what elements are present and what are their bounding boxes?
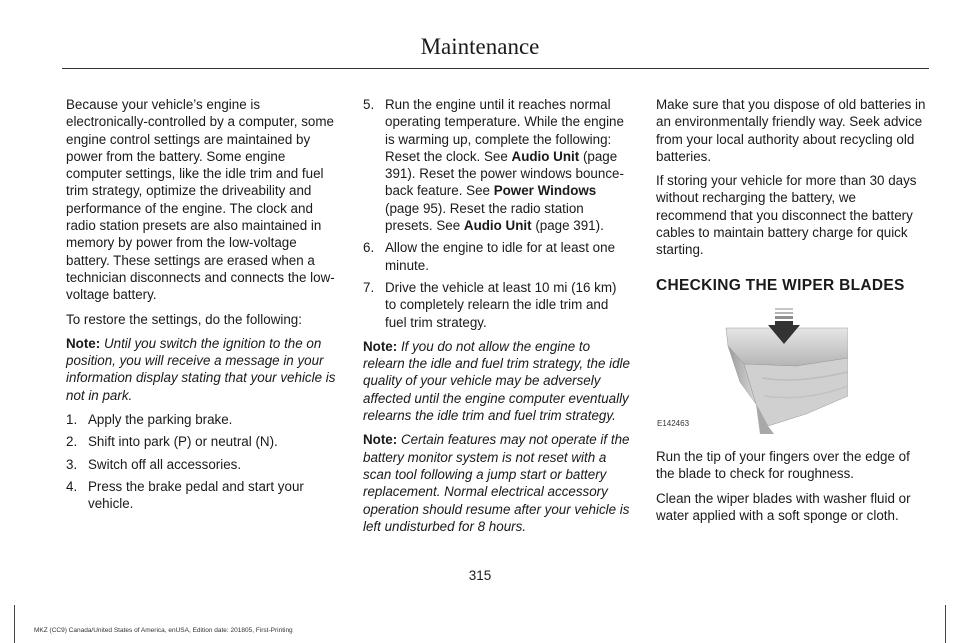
footer-edition-text: MKZ (CC9) Canada/United States of America, enUSA, Edition date: 201805, First-Printing (34, 627, 293, 634)
list-item: 7. Drive the vehicle at least 10 mi (16 km) to completely relearn the idle trim and fuel trim strategy. (363, 279, 617, 330)
page-number: 315 (468, 568, 492, 583)
list-item: 5. Run the engine until it reaches normal operating temperature. While the engine is warming up, complete the following: Reset the clock. See Audio Unit (page 391). Reset the power windows bounce-back feature. See Power Windows (page 95). Reset the radio station presets. See Audio Unit (page 391). (363, 97, 624, 234)
audio-unit-reference: Audio Unit (463, 218, 532, 234)
page-header-title: Maintenance (420, 34, 540, 59)
dispose-paragraph: Make sure that you dispose of old batteries in an environmentally friendly way. Seek advice from your local authority about recycling old batteries. (656, 97, 926, 164)
ignition-note (66, 335, 338, 404)
column-left (66, 96, 338, 520)
note-label: Note: (66, 335, 101, 351)
restore-paragraph: To restore the settings, do the following: (66, 311, 302, 327)
list-item: 3. Switch off all accessories. (66, 456, 242, 472)
crop-mark (14, 605, 15, 606)
restore-steps-list (66, 411, 338, 512)
list-item: 1. Apply the parking brake. (66, 412, 233, 428)
note-text: Until you switch the ignition to the on position, you will receive a message in your information display stating that your vehicle is not in park. (66, 335, 336, 403)
wiper-blade-figure (656, 306, 848, 434)
restore-steps-continued (363, 96, 631, 331)
roughness-paragraph: Run the tip of your fingers over the edge of the blade to check for roughness. (656, 448, 910, 482)
cleaning-paragraph: Clean the wiper blades with washer fluid or water applied with a soft sponge or cloth. (656, 490, 911, 523)
audio-unit-reference: Audio Unit (511, 148, 580, 164)
list-item: 2. Shift into park (P) or neutral (N). (66, 434, 278, 450)
idle-relearn-note: Note: If you do not allow the engine to relearn the idle and fuel trim strategy, the idle quality of your vehicle may be adversely affected until the engine computer eventually relearns the idle trim and fuel trim strategy. (363, 338, 630, 424)
power-windows-reference: Power Windows (493, 183, 597, 199)
column-right (656, 96, 926, 531)
list-item: 4. Press the brake pedal and start your vehicle. (66, 478, 304, 512)
storing-paragraph: If storing your vehicle for more than 30 days without recharging the battery, we recommend that you disconnect the battery cables to maintain battery charge for quick starting. (656, 173, 917, 258)
header-divider (62, 68, 929, 69)
battery-monitor-note: Note: Certain features may not operate if the battery monitor system is not reset with a scan tool following a jump start or battery replacement. Normal electrical accessory operation should resume after your vehicle is left undisturbed for 8 hours. (363, 432, 630, 534)
crop-mark (945, 605, 946, 643)
column-middle (363, 96, 631, 542)
figure-code: E142463 (657, 418, 690, 428)
intro-paragraph: Because your vehicle’s engine is electronically-controlled by a computer, some engine control settings are maintained by power from the battery. Some engine computer settings, like the idle trim and fuel trim strategy, optimize the driveability and performance of the engine. The clock and radio station presets are also maintained in memory by power from the low-voltage battery. These settings are erased when a technician disconnects and connects the low-voltage battery. (66, 97, 335, 303)
list-item: 6. Allow the engine to idle for at least one minute. (363, 240, 616, 273)
crop-mark (14, 605, 15, 643)
section-heading: CHECKING THE WIPER BLADES (656, 276, 905, 294)
